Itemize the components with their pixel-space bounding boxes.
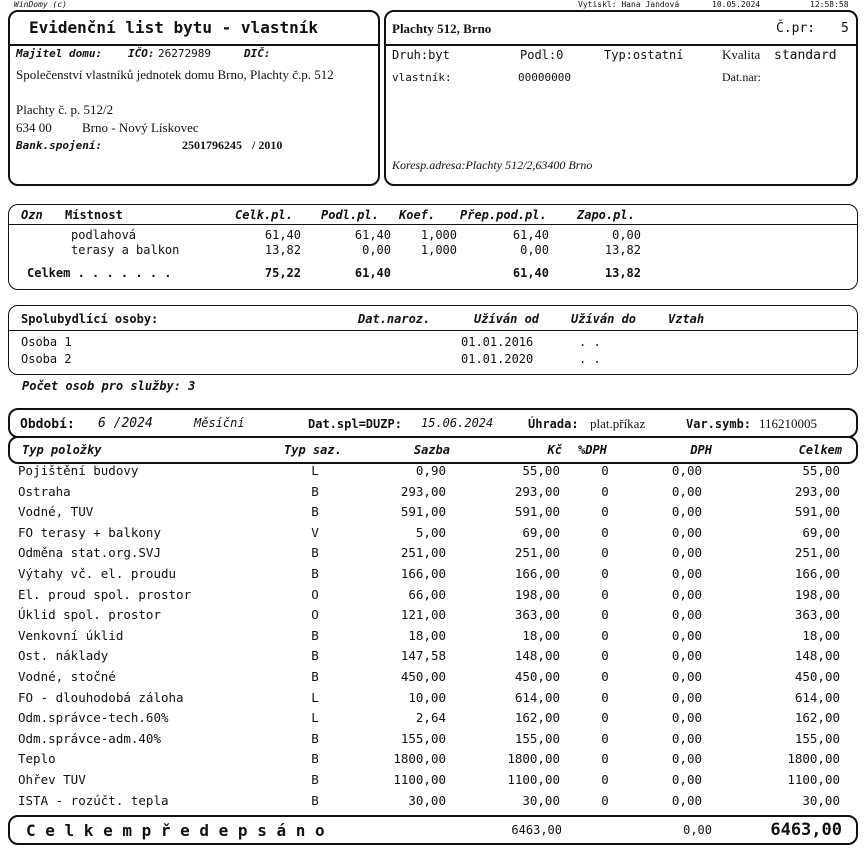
persons-header-datnar: Dat.naroz.	[358, 312, 431, 326]
item-name: Odm.správce-adm.40%	[18, 730, 161, 746]
item-dph: 0,00	[671, 627, 702, 643]
person-od: 01.01.2016	[461, 335, 534, 349]
item-kc: 363,00	[514, 607, 560, 623]
item-name: Úklid spol. prostor	[18, 607, 161, 623]
item-dph: 0,00	[671, 792, 702, 808]
room-koef: 1,000	[420, 243, 457, 257]
owner-city: Brno - Nový Lískovec	[82, 120, 199, 135]
person-name: Osoba 1	[21, 335, 72, 349]
item-kc: 30,00	[522, 792, 560, 808]
item-dph: 0,00	[671, 607, 702, 623]
item-celkem: 148,00	[794, 648, 840, 664]
item-sazba: 10,00	[408, 689, 446, 705]
person-do: . .	[579, 352, 601, 366]
item-sazba: 18,00	[408, 627, 446, 643]
rooms-total-zapo: 13,82	[604, 266, 641, 280]
item-sazba: 251,00	[400, 545, 446, 561]
rooms-header-zapo: Zapo.pl.	[577, 208, 635, 222]
item-dph: 0,00	[671, 524, 702, 540]
item-kc: 1800,00	[507, 751, 560, 767]
room-prep: 61,40	[512, 228, 549, 242]
bank-label: Bank.spojení:	[16, 139, 103, 152]
table-row	[10, 648, 856, 669]
table-row	[10, 463, 856, 484]
room-name: podlahová	[71, 228, 137, 242]
item-sazba: 147,58	[400, 648, 446, 664]
vlastnik-value: 00000000	[518, 71, 571, 84]
period-label: Období:	[20, 417, 75, 432]
item-celkem: 30,00	[802, 792, 840, 808]
table-row	[10, 525, 856, 546]
item-celkem: 450,00	[794, 669, 840, 684]
table-row	[10, 607, 856, 628]
unit-panel	[384, 10, 858, 186]
item-typ: O	[311, 586, 319, 602]
item-celkem: 55,00	[802, 463, 840, 478]
table-row	[10, 793, 856, 814]
rooms-header-podl: Podl.pl.	[321, 208, 379, 222]
room-celk: 13,82	[264, 243, 301, 257]
item-kc: 55,00	[522, 463, 560, 478]
item-kc: 198,00	[514, 586, 560, 602]
period-value: 6 /2024	[98, 416, 153, 431]
item-kc: 148,00	[514, 648, 560, 664]
korespondence-address: Koresp.adresa:Plachty 512/2,63400 Brno	[392, 158, 593, 172]
item-pdph: 0	[601, 524, 609, 540]
owner-panel	[8, 10, 380, 186]
items-header-dph: DPH	[690, 443, 712, 457]
item-pdph: 0	[601, 483, 609, 499]
item-sazba: 166,00	[400, 566, 446, 581]
item-celkem: 363,00	[794, 607, 840, 623]
kvalita-label: Kvalita	[722, 47, 761, 62]
persons-count: Počet osob pro služby: 3	[22, 379, 196, 393]
item-celkem: 69,00	[802, 524, 840, 540]
room-zapo: 0,00	[612, 228, 641, 242]
room-name: terasy a balkon	[71, 243, 180, 257]
item-typ: B	[311, 545, 319, 561]
item-name: Ost. náklady	[18, 648, 109, 664]
var-symb-label: Var.symb:	[686, 417, 752, 431]
item-pdph: 0	[601, 772, 609, 787]
total-label: C e l k e m p ř e d e p s á n o	[26, 821, 325, 840]
item-kc: 614,00	[514, 689, 560, 705]
item-dph: 0,00	[671, 586, 702, 602]
ico-value: 26272989	[158, 47, 211, 60]
item-kc: 166,00	[514, 566, 560, 581]
persons-header-do: Užíván do	[571, 312, 637, 326]
item-celkem: 162,00	[794, 710, 840, 726]
item-dph: 0,00	[671, 463, 702, 478]
item-celkem: 614,00	[794, 689, 840, 705]
rooms-header-koef: Koef.	[399, 208, 436, 222]
item-kc: 162,00	[514, 710, 560, 726]
rooms-header-prep: Přep.pod.pl.	[460, 208, 547, 222]
item-pdph: 0	[601, 669, 609, 684]
item-typ: B	[311, 627, 319, 643]
owner-zip: 634 00	[16, 120, 52, 135]
total-kc: 6463,00	[511, 823, 562, 837]
period-frequency: Měsíční	[194, 416, 245, 430]
item-pdph: 0	[601, 730, 609, 746]
total-dph: 0,00	[683, 823, 712, 837]
item-name: ISTA - rozúčt. tepla	[18, 792, 169, 808]
item-celkem: 251,00	[794, 545, 840, 561]
item-sazba: 0,90	[415, 463, 446, 478]
table-row	[10, 484, 856, 505]
item-typ: L	[311, 710, 319, 726]
item-dph: 0,00	[671, 545, 702, 561]
items-header-type: Typ položky	[22, 443, 102, 457]
item-kc: 155,00	[514, 730, 560, 746]
item-sazba: 293,00	[400, 483, 446, 499]
items-header-sazba: Sazba	[413, 443, 450, 457]
cpr-value: 5	[841, 21, 849, 36]
item-typ: B	[311, 504, 319, 520]
item-typ: O	[311, 607, 319, 623]
room-zapo: 13,82	[604, 243, 641, 257]
item-name: Odměna stat.org.SVJ	[18, 545, 161, 561]
item-name: FO - dlouhodobá záloha	[18, 689, 184, 705]
document-title: Evidenční list bytu - vlastník	[29, 18, 318, 37]
item-dph: 0,00	[671, 483, 702, 499]
item-typ: B	[311, 483, 319, 499]
item-celkem: 155,00	[794, 730, 840, 746]
item-sazba: 1100,00	[393, 772, 446, 787]
rooms-header-mistnost: Místnost	[65, 208, 123, 222]
items-header-pdph: %DPH	[578, 443, 607, 457]
item-pdph: 0	[601, 504, 609, 520]
item-pdph: 0	[601, 607, 609, 623]
table-row	[10, 504, 856, 525]
room-celk: 61,40	[264, 228, 301, 242]
item-name: El. proud spol. prostor	[18, 586, 192, 602]
item-typ: B	[311, 566, 319, 581]
item-name: Teplo	[18, 751, 56, 767]
item-pdph: 0	[601, 689, 609, 705]
item-name: Ohřev TUV	[18, 772, 86, 787]
table-row	[10, 690, 856, 711]
print-date: 10.05.2024	[712, 0, 761, 9]
item-name: Venkovní úklid	[18, 627, 124, 643]
items-header-typsaz: Typ saz.	[284, 443, 342, 457]
table-row	[10, 710, 856, 731]
uhrada-label: Úhrada:	[528, 417, 579, 431]
item-dph: 0,00	[671, 504, 702, 520]
item-typ: B	[311, 648, 319, 664]
item-dph: 0,00	[671, 689, 702, 705]
table-row	[10, 628, 856, 649]
item-pdph: 0	[601, 792, 609, 808]
item-sazba: 66,00	[408, 586, 446, 602]
table-row	[10, 669, 856, 690]
rooms-total-prep: 61,40	[512, 266, 549, 280]
item-dph: 0,00	[671, 751, 702, 767]
item-pdph: 0	[601, 463, 609, 478]
vlastnik-label: vlastník:	[392, 71, 452, 84]
item-celkem: 293,00	[794, 483, 840, 499]
item-kc: 251,00	[514, 545, 560, 561]
item-celkem: 1800,00	[787, 751, 840, 767]
item-dph: 0,00	[671, 566, 702, 581]
persons-header: Spolubydlící osoby:	[21, 312, 159, 326]
table-row	[10, 566, 856, 587]
item-typ: V	[311, 524, 319, 540]
item-kc: 293,00	[514, 483, 560, 499]
item-typ: L	[311, 463, 319, 478]
item-dph: 0,00	[671, 710, 702, 726]
item-typ: B	[311, 730, 319, 746]
item-typ: L	[311, 689, 319, 705]
uhrada-value: plat.příkaz	[590, 416, 646, 431]
item-typ: B	[311, 772, 319, 787]
item-dph: 0,00	[671, 669, 702, 684]
rooms-panel	[8, 204, 858, 290]
item-sazba: 2,64	[415, 710, 446, 726]
item-pdph: 0	[601, 751, 609, 767]
dat-spl-label: Dat.spl=DUZP:	[308, 417, 402, 431]
owner-street: Plachty č. p. 512/2	[16, 102, 114, 117]
item-sazba: 155,00	[400, 730, 446, 746]
item-pdph: 0	[601, 586, 609, 602]
item-pdph: 0	[601, 545, 609, 561]
item-celkem: 591,00	[794, 504, 840, 520]
item-kc: 69,00	[522, 524, 560, 540]
item-pdph: 0	[601, 627, 609, 643]
var-symb-value: 116210005	[759, 416, 818, 431]
item-celkem: 18,00	[802, 627, 840, 643]
rooms-total-podl: 61,40	[354, 266, 391, 280]
item-name: Odm.správce-tech.60%	[18, 710, 169, 726]
item-celkem: 1100,00	[787, 772, 840, 787]
dic-label: DIČ:	[244, 47, 271, 60]
item-pdph: 0	[601, 566, 609, 581]
rooms-header-ozn: Ozn	[21, 208, 43, 222]
item-sazba: 121,00	[400, 607, 446, 623]
item-kc: 18,00	[522, 627, 560, 643]
item-sazba: 5,00	[415, 524, 446, 540]
bank-code: / 2010	[252, 138, 283, 152]
item-name: Ostraha	[18, 483, 71, 499]
item-name: Výtahy vč. el. proudu	[18, 566, 177, 581]
item-typ: B	[311, 792, 319, 808]
room-podl: 61,40	[354, 228, 391, 242]
room-prep: 0,00	[520, 243, 549, 257]
item-pdph: 0	[601, 648, 609, 664]
period-bar	[8, 408, 858, 438]
total-bar	[8, 815, 858, 845]
item-kc: 450,00	[514, 669, 560, 684]
table-row	[10, 545, 856, 566]
item-name: Vodné, stočné	[18, 669, 116, 684]
item-dph: 0,00	[671, 730, 702, 746]
items-header-celkem: Celkem	[798, 443, 842, 457]
ico-label: IČO:	[128, 47, 155, 60]
item-dph: 0,00	[671, 772, 702, 787]
item-sazba: 1800,00	[393, 751, 446, 767]
dat-spl-value: 15.06.2024	[421, 416, 494, 430]
person-od: 01.01.2020	[461, 352, 534, 366]
item-typ: B	[311, 751, 319, 767]
kvalita-value: standard	[774, 48, 837, 63]
unit-podl: Podl:0	[520, 48, 564, 62]
items-header-kc: Kč	[547, 443, 562, 457]
persons-header-od: Užíván od	[474, 312, 540, 326]
rooms-total-celk: 75,22	[264, 266, 301, 280]
printed-by: Vytiskl: Hana Jandová	[578, 0, 680, 9]
item-sazba: 450,00	[400, 669, 446, 684]
person-do: . .	[579, 335, 601, 349]
owner-label: Majitel domu:	[16, 47, 103, 60]
unit-address: Plachty 512, Brno	[392, 21, 492, 36]
table-row	[10, 772, 856, 793]
items-table-body	[10, 463, 856, 815]
item-celkem: 166,00	[794, 566, 840, 581]
item-name: Vodné, TUV	[18, 504, 94, 520]
item-sazba: 30,00	[408, 792, 446, 808]
items-header	[8, 436, 858, 464]
unit-typ: Typ:ostatní	[604, 48, 684, 62]
item-pdph: 0	[601, 710, 609, 726]
rooms-total-label: Celkem . . . . . . .	[27, 266, 172, 280]
item-celkem: 198,00	[794, 586, 840, 602]
print-time: 12:58:58	[810, 0, 849, 9]
item-sazba: 591,00	[400, 504, 446, 520]
app-name: WinDomy (c)	[14, 0, 67, 9]
item-name: Pojištění budovy	[18, 463, 139, 478]
bank-account: 2501796245	[182, 138, 242, 152]
rooms-header-celk: Celk.pl.	[235, 208, 293, 222]
item-kc: 591,00	[514, 504, 560, 520]
room-podl: 0,00	[362, 243, 391, 257]
datnar-label: Dat.nar:	[722, 70, 761, 84]
person-name: Osoba 2	[21, 352, 72, 366]
item-dph: 0,00	[671, 648, 702, 664]
cpr-label: Č.pr:	[776, 21, 816, 36]
total-celkem: 6463,00	[770, 820, 842, 840]
item-name: FO terasy + balkony	[18, 524, 161, 540]
owner-name: Společenství vlastníků jednotek domu Brno, Plachty č.p. 512	[16, 67, 334, 82]
unit-druh: Druh:byt	[392, 48, 450, 62]
room-koef: 1,000	[420, 228, 457, 242]
persons-panel	[8, 305, 858, 375]
item-kc: 1100,00	[507, 772, 560, 787]
table-row	[10, 751, 856, 772]
table-row	[10, 731, 856, 752]
table-row	[10, 587, 856, 608]
item-typ: B	[311, 669, 319, 684]
persons-header-vztah: Vztah	[668, 312, 705, 326]
